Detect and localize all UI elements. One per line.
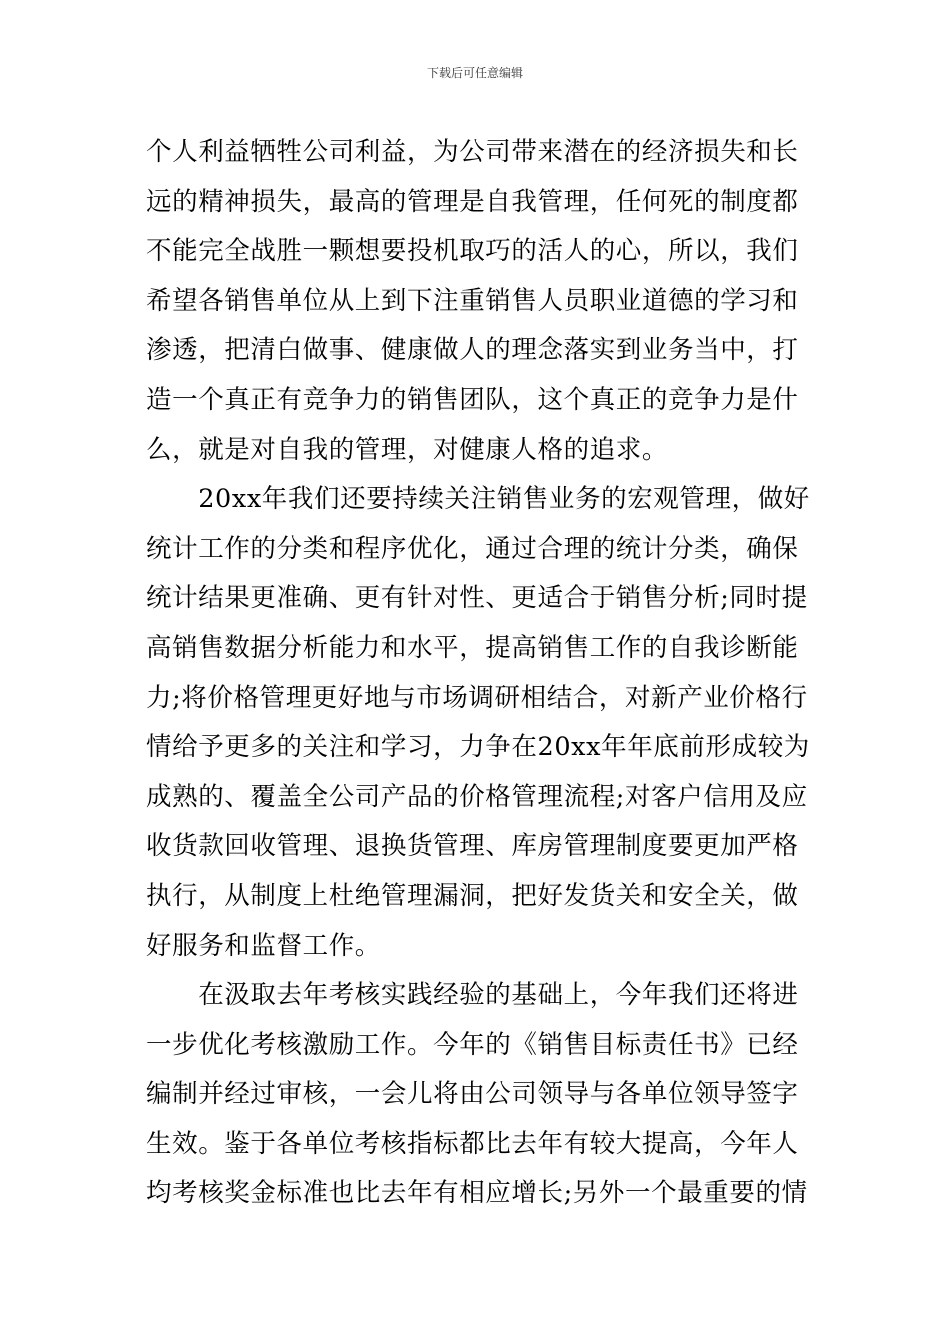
text-line: 成熟的、覆盖全公司产品的价格管理流程;对客户信用及应 <box>146 781 808 812</box>
text-line: 均考核奖金标准也比去年有相应增长;另外一个最重要的情 <box>146 1178 808 1209</box>
text-line: 编制并经过审核，一会儿将由公司领导与各单位领导签字 <box>146 1079 799 1110</box>
header-note: 下载后可任意编辑 <box>426 66 523 80</box>
document-body <box>146 128 810 1219</box>
text-line: 统计结果更准确、更有针对性、更适合于销售分析;同时提 <box>146 583 808 614</box>
text-line: 执行，从制度上杜绝管理漏洞，把好发货关和安全关，做 <box>146 880 799 911</box>
text-line: 高销售数据分析能力和水平，提高销售工作的自我诊断能 <box>146 632 799 663</box>
text-line: 力;将价格管理更好地与市场调研相结合，对新产业价格行 <box>146 682 808 713</box>
text-line: 统计工作的分类和程序优化，通过合理的统计分类，确保 <box>146 533 799 564</box>
text-line: 在汲取去年考核实践经验的基础上，今年我们还将进 <box>146 980 799 1011</box>
text-line: 收货款回收管理、退换货管理、库房管理制度要更加严格 <box>146 831 799 862</box>
text-line: 一步优化考核激励工作。今年的《销售目标责任书》已经 <box>146 1029 799 1060</box>
text-line: 不能完全战胜一颗想要投机取巧的活人的心，所以，我们 <box>146 236 799 267</box>
text-line: 个人利益牺牲公司利益，为公司带来潜在的经济损失和长 <box>146 137 799 167</box>
text-line: 情给予更多的关注和学习，力争在20xx年年底前形成较为 <box>146 732 810 763</box>
text-line: 20xx年我们还要持续关注销售业务的宏观管理，做好 <box>146 484 810 515</box>
text-line: 远的精神损失，最高的管理是自我管理，任何死的制度都 <box>146 186 799 217</box>
text-line: 生效。鉴于各单位考核指标都比去年有较大提高，今年人 <box>146 1128 799 1159</box>
text-line: 希望各销售单位从上到下注重销售人员职业道德的学习和 <box>146 285 799 316</box>
text-line: 渗透，把清白做事、健康做人的理念落实到业务当中，打 <box>146 335 799 366</box>
text-line: 么，就是对自我的管理，对健康人格的追求。 <box>146 434 669 465</box>
text-line: 造一个真正有竞争力的销售团队，这个真正的竞争力是什 <box>146 384 799 415</box>
text-line: 好服务和监督工作。 <box>146 930 381 961</box>
